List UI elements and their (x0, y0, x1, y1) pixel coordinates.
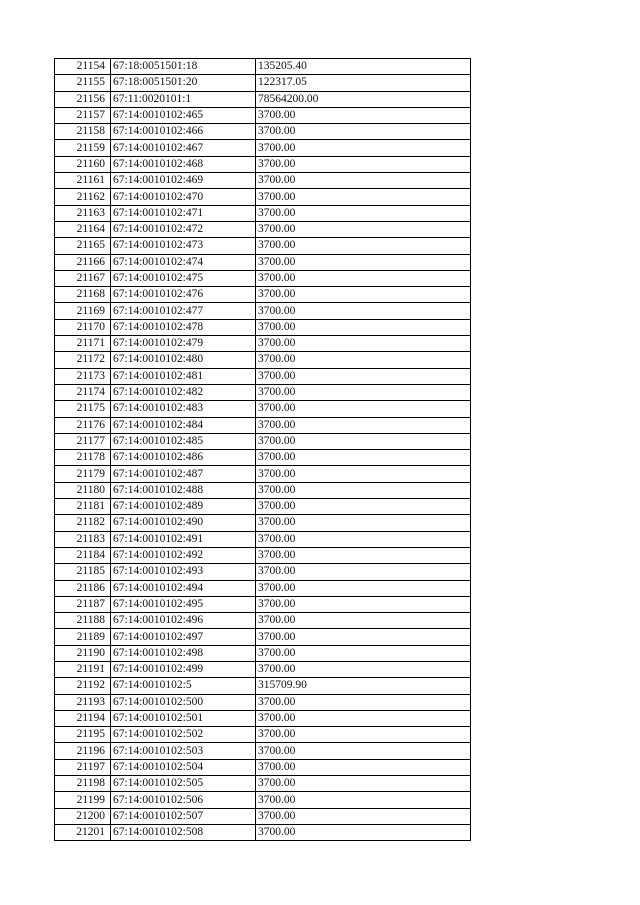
value-cell: 3700.00 (256, 824, 471, 840)
table-row (55, 221, 471, 237)
cadastral-number-cell: 67:14:0010102:480 (111, 352, 256, 368)
table-row (55, 727, 471, 743)
row-number-cell: 21173 (55, 368, 111, 384)
table-row (55, 303, 471, 319)
table-row (55, 466, 471, 482)
cadastral-number-cell: 67:14:0010102:490 (111, 515, 256, 531)
row-number-cell: 21175 (55, 401, 111, 417)
table-row (55, 433, 471, 449)
row-number-cell: 21198 (55, 776, 111, 792)
table-row (55, 75, 471, 91)
value-cell: 3700.00 (256, 336, 471, 352)
row-number-cell: 21201 (55, 824, 111, 840)
value-cell: 3700.00 (256, 107, 471, 123)
row-number-cell: 21185 (55, 564, 111, 580)
cadastral-number-cell: 67:14:0010102:506 (111, 792, 256, 808)
table-row (55, 499, 471, 515)
cadastral-number-cell: 67:14:0010102:478 (111, 319, 256, 335)
table-row (55, 238, 471, 254)
value-cell: 3700.00 (256, 189, 471, 205)
table-row (55, 678, 471, 694)
value-cell: 3700.00 (256, 808, 471, 824)
value-cell: 3700.00 (256, 564, 471, 580)
table-row (55, 759, 471, 775)
cadastral-number-cell: 67:14:0010102:471 (111, 205, 256, 221)
cadastral-number-cell: 67:14:0010102:497 (111, 629, 256, 645)
table-body (55, 59, 471, 841)
table-row (55, 254, 471, 270)
cadastral-number-cell: 67:14:0010102:5 (111, 678, 256, 694)
value-cell: 3700.00 (256, 303, 471, 319)
row-number-cell: 21199 (55, 792, 111, 808)
cadastral-number-cell: 67:18:0051501:20 (111, 75, 256, 91)
table-row (55, 156, 471, 172)
table-row (55, 792, 471, 808)
value-cell: 3700.00 (256, 287, 471, 303)
row-number-cell: 21200 (55, 808, 111, 824)
table-row (55, 124, 471, 140)
value-cell: 3700.00 (256, 124, 471, 140)
value-cell: 3700.00 (256, 384, 471, 400)
row-number-cell: 21172 (55, 352, 111, 368)
cadastral-number-cell: 67:14:0010102:465 (111, 107, 256, 123)
value-cell: 3700.00 (256, 759, 471, 775)
value-cell: 3700.00 (256, 661, 471, 677)
value-cell: 3700.00 (256, 466, 471, 482)
row-number-cell: 21178 (55, 450, 111, 466)
value-cell: 3700.00 (256, 776, 471, 792)
value-cell: 3700.00 (256, 629, 471, 645)
cadastral-number-cell: 67:14:0010102:475 (111, 270, 256, 286)
table-row (55, 661, 471, 677)
cadastral-number-cell: 67:14:0010102:474 (111, 254, 256, 270)
value-cell: 3700.00 (256, 270, 471, 286)
cadastral-number-cell: 67:14:0010102:491 (111, 531, 256, 547)
cadastral-number-cell: 67:14:0010102:477 (111, 303, 256, 319)
cadastral-number-cell: 67:14:0010102:481 (111, 368, 256, 384)
row-number-cell: 21170 (55, 319, 111, 335)
row-number-cell: 21189 (55, 629, 111, 645)
cadastral-number-cell: 67:14:0010102:479 (111, 336, 256, 352)
row-number-cell: 21186 (55, 580, 111, 596)
table-row (55, 319, 471, 335)
row-number-cell: 21194 (55, 710, 111, 726)
cadastral-number-cell: 67:14:0010102:469 (111, 173, 256, 189)
value-cell: 3700.00 (256, 352, 471, 368)
cadastral-number-cell: 67:14:0010102:508 (111, 824, 256, 840)
row-number-cell: 21188 (55, 613, 111, 629)
row-number-cell: 21174 (55, 384, 111, 400)
table-row (55, 645, 471, 661)
row-number-cell: 21162 (55, 189, 111, 205)
value-cell: 3700.00 (256, 319, 471, 335)
cadastral-number-cell: 67:14:0010102:494 (111, 580, 256, 596)
table-row (55, 384, 471, 400)
cadastral-number-cell: 67:14:0010102:503 (111, 743, 256, 759)
row-number-cell: 21197 (55, 759, 111, 775)
cadastral-number-cell: 67:14:0010102:504 (111, 759, 256, 775)
table-row (55, 140, 471, 156)
row-number-cell: 21167 (55, 270, 111, 286)
value-cell: 3700.00 (256, 596, 471, 612)
row-number-cell: 21176 (55, 417, 111, 433)
row-number-cell: 21183 (55, 531, 111, 547)
table-row (55, 824, 471, 840)
table-row (55, 59, 471, 75)
table-row (55, 580, 471, 596)
row-number-cell: 21158 (55, 124, 111, 140)
value-cell: 315709.90 (256, 678, 471, 694)
value-cell: 3700.00 (256, 531, 471, 547)
table-row (55, 776, 471, 792)
table-row (55, 368, 471, 384)
value-cell: 3700.00 (256, 482, 471, 498)
cadastral-number-cell: 67:14:0010102:472 (111, 221, 256, 237)
cadastral-number-cell: 67:14:0010102:467 (111, 140, 256, 156)
cadastral-number-cell: 67:14:0010102:499 (111, 661, 256, 677)
table-row (55, 401, 471, 417)
value-cell: 3700.00 (256, 221, 471, 237)
cadastral-number-cell: 67:14:0010102:466 (111, 124, 256, 140)
cadastral-number-cell: 67:14:0010102:470 (111, 189, 256, 205)
table-row (55, 515, 471, 531)
row-number-cell: 21187 (55, 596, 111, 612)
row-number-cell: 21166 (55, 254, 111, 270)
cadastral-number-cell: 67:14:0010102:500 (111, 694, 256, 710)
value-cell: 3700.00 (256, 173, 471, 189)
table-row (55, 189, 471, 205)
cadastral-number-cell: 67:14:0010102:482 (111, 384, 256, 400)
table-row (55, 564, 471, 580)
row-number-cell: 21168 (55, 287, 111, 303)
cadastral-number-cell: 67:14:0010102:485 (111, 433, 256, 449)
value-cell: 78564200.00 (256, 91, 471, 107)
cadastral-number-cell: 67:14:0010102:492 (111, 547, 256, 563)
row-number-cell: 21177 (55, 433, 111, 449)
row-number-cell: 21169 (55, 303, 111, 319)
table-row (55, 417, 471, 433)
cadastral-number-cell: 67:14:0010102:473 (111, 238, 256, 254)
cadastral-number-cell: 67:14:0010102:498 (111, 645, 256, 661)
value-cell: 3700.00 (256, 450, 471, 466)
value-cell: 3700.00 (256, 401, 471, 417)
value-cell: 3700.00 (256, 792, 471, 808)
cadastral-number-cell: 67:14:0010102:501 (111, 710, 256, 726)
table-row (55, 287, 471, 303)
table-row (55, 547, 471, 563)
cadastral-number-cell: 67:14:0010102:493 (111, 564, 256, 580)
table-row (55, 336, 471, 352)
row-number-cell: 21196 (55, 743, 111, 759)
row-number-cell: 21182 (55, 515, 111, 531)
value-cell: 3700.00 (256, 140, 471, 156)
row-number-cell: 21159 (55, 140, 111, 156)
row-number-cell: 21164 (55, 221, 111, 237)
cadastral-number-cell: 67:18:0051501:18 (111, 59, 256, 75)
value-cell: 3700.00 (256, 499, 471, 515)
table-row (55, 270, 471, 286)
value-cell: 3700.00 (256, 694, 471, 710)
row-number-cell: 21180 (55, 482, 111, 498)
cadastral-number-cell: 67:14:0010102:489 (111, 499, 256, 515)
cadastral-number-cell: 67:14:0010102:483 (111, 401, 256, 417)
cadastral-number-cell: 67:14:0010102:476 (111, 287, 256, 303)
value-cell: 3700.00 (256, 580, 471, 596)
table-row (55, 352, 471, 368)
value-cell: 3700.00 (256, 547, 471, 563)
value-cell: 3700.00 (256, 368, 471, 384)
value-cell: 135205.40 (256, 59, 471, 75)
row-number-cell: 21190 (55, 645, 111, 661)
table-row (55, 710, 471, 726)
cadastral-number-cell: 67:14:0010102:507 (111, 808, 256, 824)
table-row (55, 205, 471, 221)
row-number-cell: 21157 (55, 107, 111, 123)
row-number-cell: 21179 (55, 466, 111, 482)
value-cell: 3700.00 (256, 727, 471, 743)
value-cell: 3700.00 (256, 417, 471, 433)
cadastral-number-cell: 67:14:0010102:484 (111, 417, 256, 433)
row-number-cell: 21184 (55, 547, 111, 563)
row-number-cell: 21155 (55, 75, 111, 91)
row-number-cell: 21192 (55, 678, 111, 694)
cadastral-number-cell: 67:14:0010102:488 (111, 482, 256, 498)
table-row (55, 629, 471, 645)
value-cell: 3700.00 (256, 515, 471, 531)
cadastral-number-cell: 67:14:0010102:502 (111, 727, 256, 743)
cadastral-number-cell: 67:14:0010102:487 (111, 466, 256, 482)
table-row (55, 450, 471, 466)
row-number-cell: 21193 (55, 694, 111, 710)
value-cell: 3700.00 (256, 743, 471, 759)
table-row (55, 808, 471, 824)
value-cell: 3700.00 (256, 205, 471, 221)
value-cell: 3700.00 (256, 710, 471, 726)
value-cell: 122317.05 (256, 75, 471, 91)
value-cell: 3700.00 (256, 156, 471, 172)
value-cell: 3700.00 (256, 254, 471, 270)
cadastral-number-cell: 67:14:0010102:468 (111, 156, 256, 172)
table-row (55, 531, 471, 547)
cadastral-number-cell: 67:14:0010102:495 (111, 596, 256, 612)
table-row (55, 91, 471, 107)
table-row (55, 743, 471, 759)
row-number-cell: 21160 (55, 156, 111, 172)
row-number-cell: 21165 (55, 238, 111, 254)
table-row (55, 107, 471, 123)
value-cell: 3700.00 (256, 433, 471, 449)
table-row (55, 482, 471, 498)
row-number-cell: 21195 (55, 727, 111, 743)
row-number-cell: 21171 (55, 336, 111, 352)
table-row (55, 694, 471, 710)
row-number-cell: 21181 (55, 499, 111, 515)
table-row (55, 613, 471, 629)
row-number-cell: 21163 (55, 205, 111, 221)
row-number-cell: 21156 (55, 91, 111, 107)
row-number-cell: 21154 (55, 59, 111, 75)
value-cell: 3700.00 (256, 238, 471, 254)
cadastral-number-cell: 67:14:0010102:496 (111, 613, 256, 629)
table-row (55, 173, 471, 189)
cadastral-number-cell: 67:11:0020101:1 (111, 91, 256, 107)
cadastral-number-cell: 67:14:0010102:486 (111, 450, 256, 466)
row-number-cell: 21191 (55, 661, 111, 677)
value-cell: 3700.00 (256, 613, 471, 629)
value-cell: 3700.00 (256, 645, 471, 661)
cadastral-value-table (54, 58, 471, 841)
row-number-cell: 21161 (55, 173, 111, 189)
cadastral-number-cell: 67:14:0010102:505 (111, 776, 256, 792)
table-row (55, 596, 471, 612)
